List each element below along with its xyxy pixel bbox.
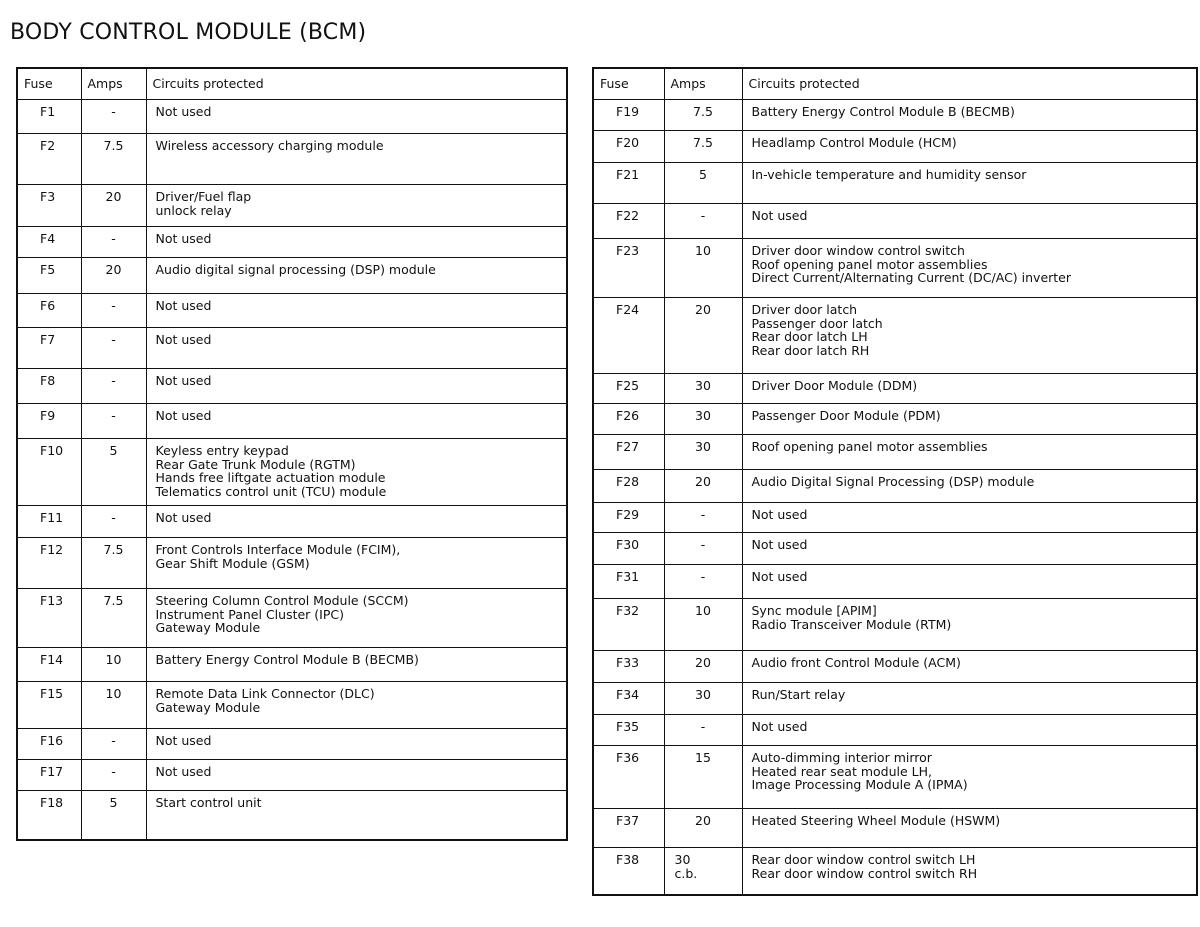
circuits-protected	[742, 746, 1197, 809]
table-row	[593, 470, 1197, 503]
circuit-line: Not used	[155, 510, 212, 525]
circuit-line: Passenger door latch	[751, 315, 883, 331]
fuse-number: F33	[593, 651, 664, 683]
circuits-protected	[742, 533, 1197, 565]
table-row	[17, 100, 567, 134]
table-row	[593, 651, 1197, 683]
circuit-line: Driver door latch	[751, 302, 858, 317]
circuits-protected	[742, 204, 1197, 239]
fuse-number: F16	[17, 729, 81, 760]
fuse-number: F19	[593, 100, 664, 131]
fuse-number: F37	[593, 809, 664, 848]
fuse-number: F30	[593, 533, 664, 565]
table-row	[17, 506, 567, 538]
fuse-amps: -	[664, 204, 742, 239]
fuse-amps: 7.5	[664, 131, 742, 163]
circuit-line: Heated rear seat module LH,	[751, 763, 932, 779]
table-row	[593, 565, 1197, 599]
circuits-protected	[146, 100, 567, 134]
table-row	[593, 599, 1197, 651]
table-row	[593, 131, 1197, 163]
fuse-number: F14	[17, 648, 81, 682]
table-row	[593, 435, 1197, 470]
fuse-number: F17	[17, 760, 81, 791]
circuit-line: Wireless accessory charging module	[155, 138, 384, 153]
fuse-amps: -	[81, 227, 146, 258]
circuit-line: Hands free liftgate actuation module	[155, 470, 386, 485]
fuse-amps: -	[81, 328, 146, 369]
fuse-number: F38	[593, 848, 664, 895]
table-row	[17, 729, 567, 760]
circuits-column-header: Circuits protected	[742, 68, 1197, 100]
circuit-line: Keyless entry keypad	[155, 443, 289, 458]
table-row	[593, 100, 1197, 131]
circuit-line: Sync module [APIM]	[751, 603, 877, 618]
fuse-amps: 20	[664, 651, 742, 683]
circuits-protected	[742, 565, 1197, 599]
fuse-number: F26	[593, 404, 664, 435]
circuits-protected	[742, 683, 1197, 715]
table-row	[593, 746, 1197, 809]
circuits-protected	[146, 729, 567, 760]
fuse-amps: -	[81, 760, 146, 791]
table-row	[17, 682, 567, 729]
circuit-line: Gateway Module	[155, 620, 261, 635]
table-row	[593, 404, 1197, 435]
fuse-number: F10	[17, 439, 81, 506]
circuit-line: Headlamp Control Module (HCM)	[751, 135, 957, 150]
table-row	[593, 204, 1197, 239]
circuit-line: Audio front Control Module (ACM)	[751, 655, 961, 670]
amps-column-header: Amps	[664, 68, 742, 100]
fuse-amps: 30	[664, 683, 742, 715]
fuse-amps: 5	[81, 791, 146, 840]
fuse-amps: 7.5	[81, 589, 146, 648]
circuit-line: Roof opening panel motor assemblies	[751, 256, 988, 272]
fuse-amps: 30	[664, 374, 742, 404]
table-row	[17, 185, 567, 227]
circuits-protected	[742, 715, 1197, 746]
circuit-line: Steering Column Control Module (SCCM)	[155, 593, 409, 608]
fuse-table-left	[16, 67, 568, 841]
fuse-number: F25	[593, 374, 664, 404]
fuse-amps: 5	[81, 439, 146, 506]
circuits-protected	[742, 298, 1197, 374]
table-header-row	[17, 68, 567, 100]
table-row	[17, 294, 567, 328]
circuit-line: Driver door window control switch	[751, 243, 965, 258]
fuse-amps: 10	[81, 682, 146, 729]
fuse-number: F9	[17, 404, 81, 439]
table-row	[593, 298, 1197, 374]
circuits-protected	[742, 404, 1197, 435]
fuse-number: F12	[17, 538, 81, 589]
circuit-line: Rear door latch LH	[751, 329, 868, 344]
fuse-number: F8	[17, 369, 81, 404]
fuse-amps: 10	[664, 239, 742, 298]
table-row	[17, 258, 567, 294]
fuse-amps: -	[81, 294, 146, 328]
fuse-number: F34	[593, 683, 664, 715]
circuit-line: Not used	[155, 373, 212, 388]
table-row	[17, 760, 567, 791]
fuse-amps: 10	[81, 648, 146, 682]
circuits-column-header: Circuits protected	[146, 68, 567, 100]
table-row	[593, 374, 1197, 404]
fuse-number: F18	[17, 791, 81, 840]
circuit-line: Front Controls Interface Module (FCIM),	[155, 542, 401, 557]
table-row	[593, 848, 1197, 895]
circuit-line: Battery Energy Control Module B (BECMB)	[155, 652, 419, 667]
fuse-number: F21	[593, 163, 664, 204]
fuse-amps: -	[81, 100, 146, 134]
fuse-number: F20	[593, 131, 664, 163]
fuse-amps: 7.5	[81, 538, 146, 589]
circuit-line: Direct Current/Alternating Current (DC/AC) inverter	[751, 270, 1072, 285]
fuse-column-header: Fuse	[17, 68, 81, 100]
circuits-protected	[146, 506, 567, 538]
fuse-number: F3	[17, 185, 81, 227]
fuse-number: F1	[17, 100, 81, 134]
circuit-line: Rear door window control switch RH	[751, 865, 978, 881]
circuit-line: Not used	[751, 719, 808, 734]
fuse-number: F22	[593, 204, 664, 239]
fuse-number: F32	[593, 599, 664, 651]
fuse-amps: 7.5	[664, 100, 742, 131]
fuse-amps: 30	[664, 435, 742, 470]
circuit-line: Driver Door Module (DDM)	[751, 378, 918, 393]
circuit-line: Driver/Fuel flap	[155, 189, 252, 204]
circuits-protected	[146, 760, 567, 791]
fuse-number: F6	[17, 294, 81, 328]
fuse-number: F23	[593, 239, 664, 298]
circuits-protected	[742, 435, 1197, 470]
circuit-line: Passenger Door Module (PDM)	[751, 408, 941, 423]
fuse-number: F7	[17, 328, 81, 369]
circuit-line: Not used	[751, 208, 808, 223]
circuit-line: Not used	[155, 764, 212, 779]
fuse-column-header: Fuse	[593, 68, 664, 100]
circuit-line: Radio Transceiver Module (RTM)	[751, 616, 952, 632]
table-row	[593, 503, 1197, 533]
fuse-amps: 20	[664, 809, 742, 848]
fuse-number: F36	[593, 746, 664, 809]
fuse-table-right	[592, 67, 1198, 896]
fuse-amps: 30	[664, 404, 742, 435]
circuits-protected	[146, 369, 567, 404]
table-row	[17, 134, 567, 185]
circuit-line: Auto-dimming interior mirror	[751, 750, 932, 765]
fuse-amps: 30 c.b.	[664, 848, 742, 895]
circuits-protected	[146, 328, 567, 369]
fuse-amps: 5	[664, 163, 742, 204]
circuit-line: Remote Data Link Connector (DLC)	[155, 686, 375, 701]
fuse-number: F13	[17, 589, 81, 648]
circuits-protected	[742, 374, 1197, 404]
circuits-protected	[742, 651, 1197, 683]
circuits-protected	[146, 227, 567, 258]
fuse-amps: 10	[664, 599, 742, 651]
circuits-protected	[146, 682, 567, 729]
circuit-line: Not used	[155, 408, 212, 423]
circuits-protected	[146, 648, 567, 682]
circuits-protected	[742, 239, 1197, 298]
table-header-row	[593, 68, 1197, 100]
circuit-line: Not used	[155, 733, 212, 748]
circuit-line: Heated Steering Wheel Module (HSWM)	[751, 813, 1001, 828]
fuse-amps: -	[664, 715, 742, 746]
circuit-line: Not used	[155, 332, 212, 347]
circuits-protected	[146, 185, 567, 227]
fuse-number: F29	[593, 503, 664, 533]
fuse-amps: -	[664, 533, 742, 565]
circuits-protected	[146, 439, 567, 506]
circuits-protected	[742, 163, 1197, 204]
amps-column-header: Amps	[81, 68, 146, 100]
table-row	[593, 683, 1197, 715]
circuits-protected	[742, 599, 1197, 651]
circuits-protected	[146, 791, 567, 840]
fuse-amps: 20	[664, 298, 742, 374]
circuits-protected	[742, 848, 1197, 895]
circuit-line: Telematics control unit (TCU) module	[155, 483, 387, 499]
fuse-amps: 20	[664, 470, 742, 503]
fuse-number: F11	[17, 506, 81, 538]
fuse-number: F2	[17, 134, 81, 185]
table-row	[17, 791, 567, 840]
circuit-line: Roof opening panel motor assemblies	[751, 439, 988, 454]
circuit-line: Not used	[751, 537, 808, 552]
table-row	[17, 648, 567, 682]
fuse-number: F28	[593, 470, 664, 503]
circuit-line: Not used	[751, 569, 808, 584]
circuits-protected	[742, 503, 1197, 533]
circuit-line: Not used	[155, 298, 212, 313]
circuit-line: In-vehicle temperature and humidity sensor	[751, 167, 1027, 182]
table-row	[17, 538, 567, 589]
fuse-amps: -	[81, 369, 146, 404]
circuits-protected	[742, 100, 1197, 131]
circuit-line: Image Processing Module A (IPMA)	[751, 777, 968, 792]
table-row	[593, 533, 1197, 565]
fuse-number: F5	[17, 258, 81, 294]
circuit-line: Gear Shift Module (GSM)	[155, 555, 310, 571]
fuse-amps: -	[81, 729, 146, 760]
circuits-protected	[742, 470, 1197, 503]
fuse-amps: 7.5	[81, 134, 146, 185]
fuse-amps: 15	[664, 746, 742, 809]
circuit-line: Not used	[751, 507, 808, 522]
circuits-protected	[742, 809, 1197, 848]
table-row	[17, 227, 567, 258]
circuit-line: Rear Gate Trunk Module (RGTM)	[155, 456, 356, 472]
fuse-amps: 20	[81, 258, 146, 294]
circuit-line: Battery Energy Control Module B (BECMB)	[751, 104, 1015, 119]
circuit-line: Run/Start relay	[751, 687, 846, 702]
circuits-protected	[146, 258, 567, 294]
fuse-number: F27	[593, 435, 664, 470]
circuit-line: Rear door latch RH	[751, 342, 870, 358]
table-row	[593, 239, 1197, 298]
circuits-protected	[146, 294, 567, 328]
fuse-number: F31	[593, 565, 664, 599]
fuse-number: F35	[593, 715, 664, 746]
table-row	[17, 439, 567, 506]
fuse-number: F15	[17, 682, 81, 729]
fuse-amps: -	[81, 506, 146, 538]
circuit-line: Rear door window control switch LH	[751, 852, 976, 867]
circuits-protected	[742, 131, 1197, 163]
table-row	[17, 589, 567, 648]
fuse-amps: -	[81, 404, 146, 439]
circuits-protected	[146, 404, 567, 439]
circuit-line: Start control unit	[155, 795, 262, 810]
fuse-number: F24	[593, 298, 664, 374]
fuse-amps: 20	[81, 185, 146, 227]
table-row	[593, 715, 1197, 746]
fuse-number: F4	[17, 227, 81, 258]
fuse-amps: -	[664, 565, 742, 599]
circuit-line: Audio digital signal processing (DSP) module	[155, 262, 436, 277]
table-row	[593, 163, 1197, 204]
circuit-line: Gateway Module	[155, 699, 261, 715]
circuit-line: Not used	[155, 104, 212, 119]
circuit-line: Audio Digital Signal Processing (DSP) module	[751, 474, 1035, 489]
circuits-protected	[146, 589, 567, 648]
table-row	[17, 404, 567, 439]
circuit-line: Not used	[155, 231, 212, 246]
table-row	[17, 328, 567, 369]
page-title: BODY CONTROL MODULE (BCM)	[10, 20, 367, 45]
circuits-protected	[146, 134, 567, 185]
table-row	[17, 369, 567, 404]
circuit-line: unlock relay	[155, 202, 232, 218]
circuit-line: Instrument Panel Cluster (IPC)	[155, 606, 344, 622]
circuits-protected	[146, 538, 567, 589]
fuse-amps: -	[664, 503, 742, 533]
table-row	[593, 809, 1197, 848]
